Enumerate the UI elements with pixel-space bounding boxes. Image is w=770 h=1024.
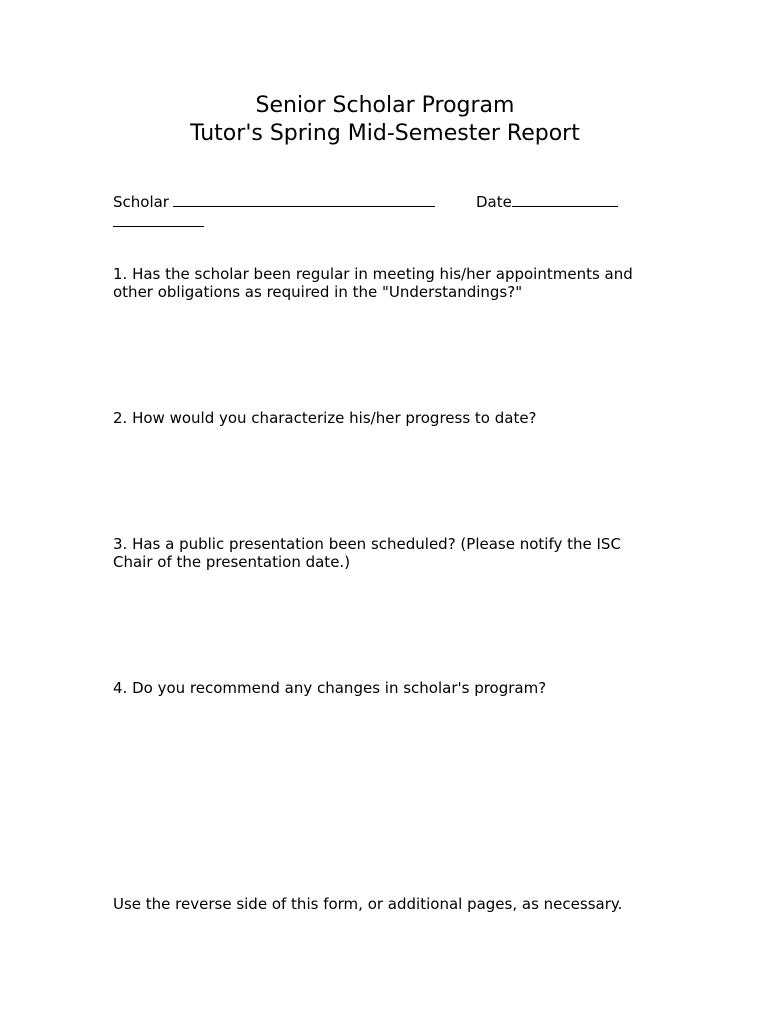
scholar-input-line[interactable] <box>173 192 435 207</box>
date-label: Date <box>476 193 512 211</box>
document-subtitle: Tutor's Spring Mid-Semester Report <box>190 121 580 146</box>
question-4: 4. Do you recommend any changes in scholar's program? <box>113 679 547 697</box>
date-field <box>476 192 618 212</box>
question-1: 1. Has the scholar been regular in meeting his/her appointments and other obligations as required in the "Understandings?" <box>113 265 633 301</box>
footer-note: Use the reverse side of this form, or additional pages, as necessary. <box>113 895 623 913</box>
scholar-input-line-continued[interactable] <box>113 212 204 227</box>
question-3: 3. Has a public presentation been scheduled? (Please notify the ISC Chair of the presentation date.) <box>113 535 621 571</box>
document-title: Senior Scholar Program <box>255 93 515 118</box>
scholar-label: Scholar <box>113 193 169 211</box>
scholar-field <box>113 192 435 212</box>
question-2: 2. How would you characterize his/her progress to date? <box>113 409 537 427</box>
date-input-line[interactable] <box>512 192 618 207</box>
